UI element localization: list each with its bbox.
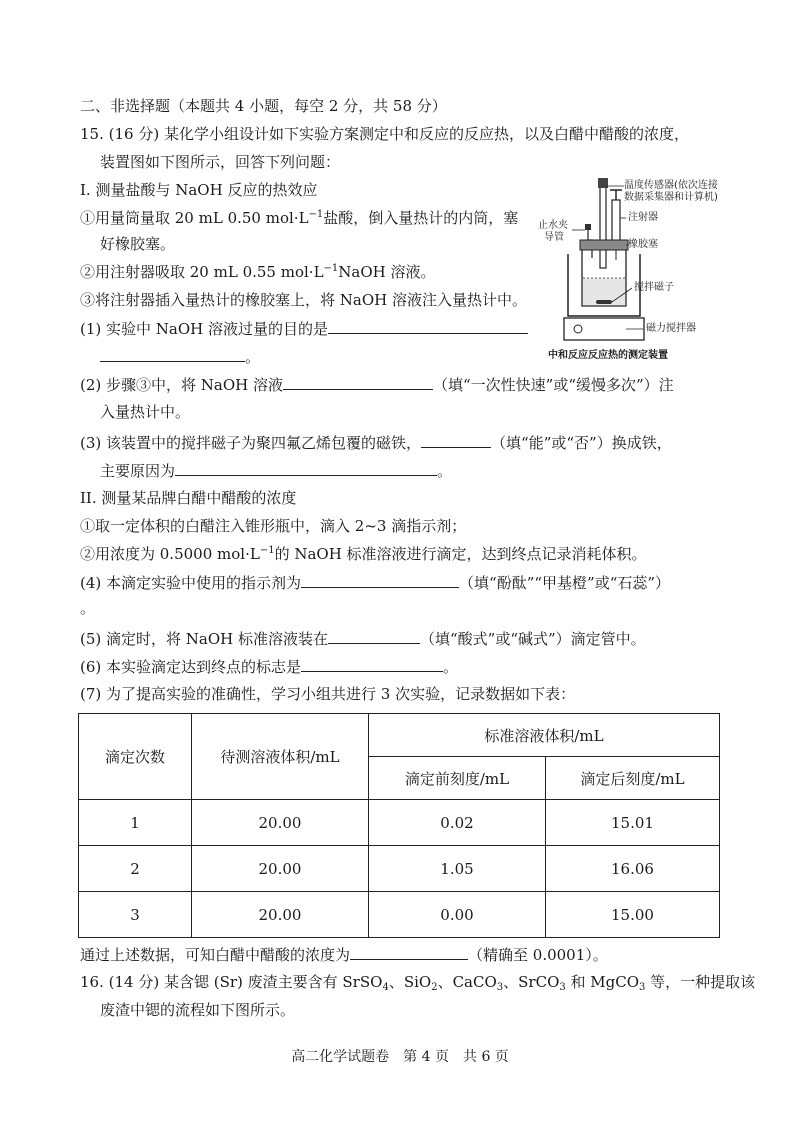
part2-step2-text-b: 的 NaOH 标准溶液进行滴定，达到终点记录消耗体积。 bbox=[274, 545, 647, 563]
question-5 bbox=[80, 628, 646, 649]
label-stopper: 橡胶塞 bbox=[628, 239, 658, 250]
label-magnetic-stirrer: 磁力搅拌器 bbox=[646, 323, 696, 334]
apparatus-figure bbox=[528, 178, 738, 362]
question-4-text-b: （填“酚酞”“甲基橙”或“石蕊”） bbox=[459, 574, 671, 592]
header-titration-count: 滴定次数 bbox=[79, 714, 192, 800]
step1-text-b: 盐酸，倒入量热计的内筒，塞 bbox=[323, 209, 519, 227]
cell-before: 0.02 bbox=[369, 800, 546, 846]
part2-step2-text-a: ②用浓度为 0.5000 mol·L bbox=[80, 545, 260, 563]
question-3-cont bbox=[100, 460, 452, 481]
cell-count: 3 bbox=[79, 892, 192, 938]
concentration-text-b: （精确至 0.0001）。 bbox=[468, 946, 608, 964]
question-2-text-a: (2) 步骤③中，将 NaOH 溶液 bbox=[80, 376, 283, 394]
figure-caption: 中和反应反应热的测定装置 bbox=[548, 350, 668, 361]
cell-volume: 20.00 bbox=[192, 800, 369, 846]
cell-count: 2 bbox=[79, 846, 192, 892]
label-clamp: 止水夹 bbox=[538, 220, 568, 231]
question-3-cont-end: 。 bbox=[437, 462, 453, 480]
q15-stem-line1: 15. (16 分) 某化学小组设计如下实验方案测定中和反应的反应热，以及白醋中醋酸的浓度， bbox=[80, 125, 689, 143]
table-row bbox=[79, 800, 720, 846]
cell-after: 16.06 bbox=[546, 846, 720, 892]
question-2-cont: 入量热计中。 bbox=[100, 403, 191, 421]
question-7: (7) 为了提高实验的准确性，学习小组共进行 3 次实验，记录数据如下表： bbox=[80, 685, 576, 703]
question-3 bbox=[80, 432, 672, 453]
titration-data-table bbox=[78, 713, 720, 938]
answer-blank-concentration[interactable] bbox=[350, 944, 468, 960]
apparatus-drawing bbox=[528, 178, 738, 362]
q16-sub-1: 4 bbox=[382, 982, 389, 993]
q16-sub-3: 3 bbox=[496, 982, 504, 993]
part2-title: II. 测量某品牌白醋中醋酸的浓度 bbox=[80, 489, 297, 507]
step1-line bbox=[80, 208, 518, 228]
q16-text-b: 、SiO bbox=[388, 973, 432, 991]
step2-text-a: ②用注射器吸取 20 mL 0.55 mol·L bbox=[80, 263, 324, 281]
header-after-reading: 滴定后刻度/mL bbox=[546, 757, 720, 800]
q16-text-e: 和 MgCO bbox=[565, 973, 640, 991]
cell-volume: 20.00 bbox=[192, 846, 369, 892]
cell-before: 1.05 bbox=[369, 846, 546, 892]
question-5-text-b: （填“酸式”或“碱式”）滴定管中。 bbox=[420, 630, 646, 648]
table-row bbox=[79, 892, 720, 938]
step2-text-b: NaOH 溶液。 bbox=[338, 263, 436, 281]
answer-blank-3a[interactable] bbox=[421, 432, 491, 448]
answer-blank-3b[interactable] bbox=[175, 460, 437, 476]
step2-superscript: −1 bbox=[323, 263, 339, 274]
cell-count: 1 bbox=[79, 800, 192, 846]
question-3-text-a: (3) 该装置中的搅拌磁子为聚四氟乙烯包覆的磁铁， bbox=[80, 434, 422, 452]
table-row bbox=[79, 846, 720, 892]
label-stir-bar: 搅拌磁子 bbox=[634, 282, 674, 293]
q16-stem-line1 bbox=[80, 972, 755, 992]
question-3-text-b: （填“能”或“否”）换成铁， bbox=[491, 434, 672, 452]
concentration-text-a: 通过上述数据，可知白醋中醋酸的浓度为 bbox=[80, 946, 351, 964]
step3-line: ③将注射器插入量热计的橡胶塞上，将 NaOH 溶液注入量热计中。 bbox=[80, 291, 527, 309]
header-before-reading: 滴定前刻度/mL bbox=[369, 757, 546, 800]
question-4-text-a: (4) 本滴定实验中使用的指示剂为 bbox=[80, 574, 302, 592]
answer-blank-5[interactable] bbox=[328, 628, 420, 644]
question-2-text-b: （填“一次性快速”或“缓慢多次”）注 bbox=[433, 376, 674, 394]
question-2 bbox=[80, 374, 674, 395]
q16-sub-4: 3 bbox=[559, 982, 566, 993]
step1-text-a: ①用量筒量取 20 mL 0.50 mol·L bbox=[80, 209, 309, 227]
q16-stem-line2: 废渣中锶的流程如下图所示。 bbox=[100, 1001, 296, 1019]
q16-text-d: 、SrCO bbox=[503, 973, 560, 991]
answer-blank-2[interactable] bbox=[283, 374, 433, 390]
question-4-cont: 。 bbox=[80, 599, 96, 617]
label-tube: 导管 bbox=[544, 232, 564, 243]
cell-after: 15.00 bbox=[546, 892, 720, 938]
q16-sub-5: 3 bbox=[639, 982, 646, 993]
step2-line bbox=[80, 262, 436, 282]
step1-continued: 好橡胶塞。 bbox=[100, 235, 176, 253]
q16-sub-2: 2 bbox=[431, 982, 438, 993]
step1-superscript: −1 bbox=[308, 209, 324, 220]
cell-volume: 20.00 bbox=[192, 892, 369, 938]
q15-stem-line2: 装置图如下图所示，回答下列问题： bbox=[100, 153, 341, 171]
cell-after: 15.01 bbox=[546, 800, 720, 846]
question-4 bbox=[80, 572, 670, 593]
question-1-end: 。 bbox=[245, 348, 261, 366]
part2-step2 bbox=[80, 544, 647, 564]
question-5-text-a: (5) 滴定时，将 NaOH 标准溶液装在 bbox=[80, 630, 328, 648]
header-standard-volume: 标准溶液体积/mL bbox=[369, 714, 720, 757]
question-1 bbox=[80, 318, 528, 339]
page-footer: 高二化学试题卷 第 4 页 共 6 页 bbox=[291, 1049, 509, 1065]
answer-blank-1b[interactable] bbox=[100, 346, 245, 362]
question-6-text: (6) 本实验滴定达到终点的标志是 bbox=[80, 658, 302, 676]
question-6-end: 。 bbox=[443, 658, 459, 676]
header-sample-volume: 待测溶液体积/mL bbox=[192, 714, 369, 800]
part2-step2-superscript: −1 bbox=[259, 545, 275, 556]
q16-text-c: 、CaCO bbox=[437, 973, 497, 991]
answer-blank-1a[interactable] bbox=[328, 318, 528, 334]
section-title: 二、非选择题（本题共 4 小题，每空 2 分，共 58 分） bbox=[80, 97, 447, 115]
cell-before: 0.00 bbox=[369, 892, 546, 938]
question-1-text: (1) 实验中 NaOH 溶液过量的目的是 bbox=[80, 320, 328, 338]
label-temperature-sensor-2: 数据采集器和计算机) bbox=[624, 192, 718, 203]
q16-text-f: 等，一种提取该 bbox=[645, 973, 756, 991]
answer-blank-6[interactable] bbox=[301, 656, 443, 672]
label-temperature-sensor-1: 温度传感器(依次连接 bbox=[624, 180, 718, 191]
part1-title: I. 测量盐酸与 NaOH 反应的热效应 bbox=[80, 181, 318, 199]
question-3-cont-text: 主要原因为 bbox=[100, 462, 176, 480]
answer-blank-4[interactable] bbox=[301, 572, 459, 588]
q16-text-a: 16. (14 分) 某含锶 (Sr) 废渣主要含有 SrSO bbox=[80, 973, 383, 991]
question-1-cont bbox=[100, 346, 260, 367]
concentration-question bbox=[80, 944, 608, 965]
part2-step1: ①取一定体积的白醋注入锥形瓶中，滴入 2~3 滴指示剂； bbox=[80, 517, 467, 535]
table-header-row-1 bbox=[79, 714, 720, 757]
label-syringe: 注射器 bbox=[628, 212, 658, 223]
question-6 bbox=[80, 656, 458, 677]
